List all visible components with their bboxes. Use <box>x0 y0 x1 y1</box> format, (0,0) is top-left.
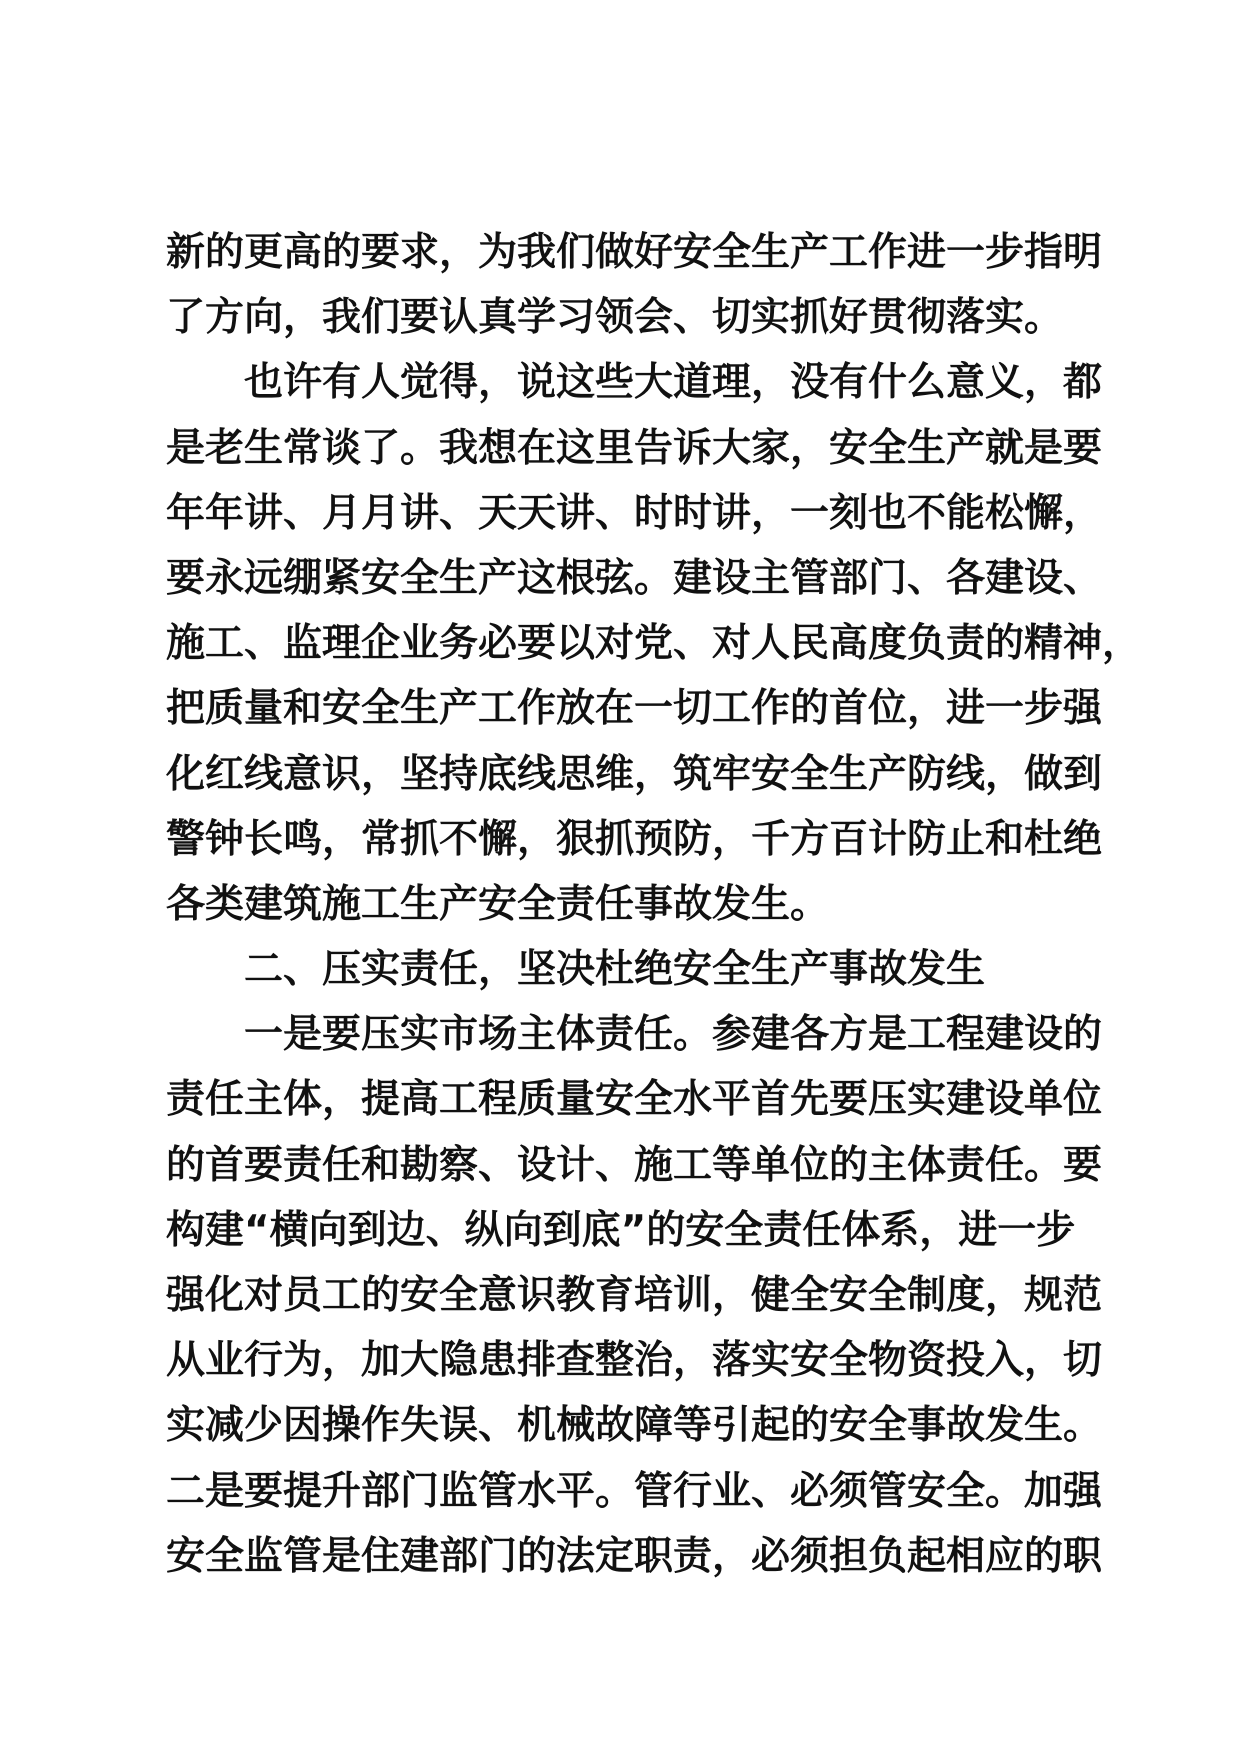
paragraph-start-line: 也许有人觉得，说这些大道理，没有什么意义，都 <box>244 360 1103 406</box>
text-line: 警钟长鸣，常抓不懈，狠抓预防，千方百计防止和杜绝 <box>166 816 1103 862</box>
text-line: 的首要责任和勘察、设计、施工等单位的主体责任。要 <box>166 1142 1103 1188</box>
text-line: 新的更高的要求，为我们做好安全生产工作进一步指明 <box>166 230 1103 275</box>
text-line: 了方向，我们要认真学习领会、切实抓好贯彻落实。 <box>166 295 1064 341</box>
text-line: 从业行为，加大隐患排查整治，落实安全物资投入，切 <box>166 1338 1103 1384</box>
text-line: 实减少因操作失误、机械故障等引起的安全事故发生。 <box>166 1403 1103 1449</box>
text-line: 是老生常谈了。我想在这里告诉大家，安全生产就是要 <box>166 425 1103 471</box>
text-line: 二是要提升部门监管水平。管行业、必须管安全。加强 <box>166 1468 1103 1514</box>
text-line: 施工、监理企业务必要以对党、对人民高度负责的精神， <box>166 621 1142 667</box>
text-line: 责任主体，提高工程质量安全水平首先要压实建设单位 <box>166 1077 1103 1123</box>
text-line: 强化对员工的安全意识教育培训，健全安全制度，规范 <box>166 1273 1103 1318</box>
text-line: 构建“横向到边、纵向到底”的安全责任体系，进一步 <box>166 1207 1076 1253</box>
text-line: 把质量和安全生产工作放在一切工作的首位，进一步强 <box>166 686 1103 732</box>
text-line: 各类建筑施工生产安全责任事故发生。 <box>166 881 830 927</box>
paragraph-start-line: 一是要压实市场主体责任。参建各方是工程建设的 <box>244 1012 1103 1058</box>
text-line: 安全监管是住建部门的法定职责，必须担负起相应的职 <box>166 1533 1103 1579</box>
body-text <box>166 220 1142 1589</box>
section-heading: 二、压实责任，坚决杜绝安全生产事故发生 <box>244 947 986 993</box>
text-line: 化红线意识，坚持底线思维，筑牢安全生产防线，做到 <box>166 751 1103 797</box>
text-line: 要永远绷紧安全生产这根弦。建设主管部门、各建设、 <box>166 555 1103 601</box>
text-line: 年年讲、月月讲、天天讲、时时讲，一刻也不能松懈， <box>166 490 1103 536</box>
